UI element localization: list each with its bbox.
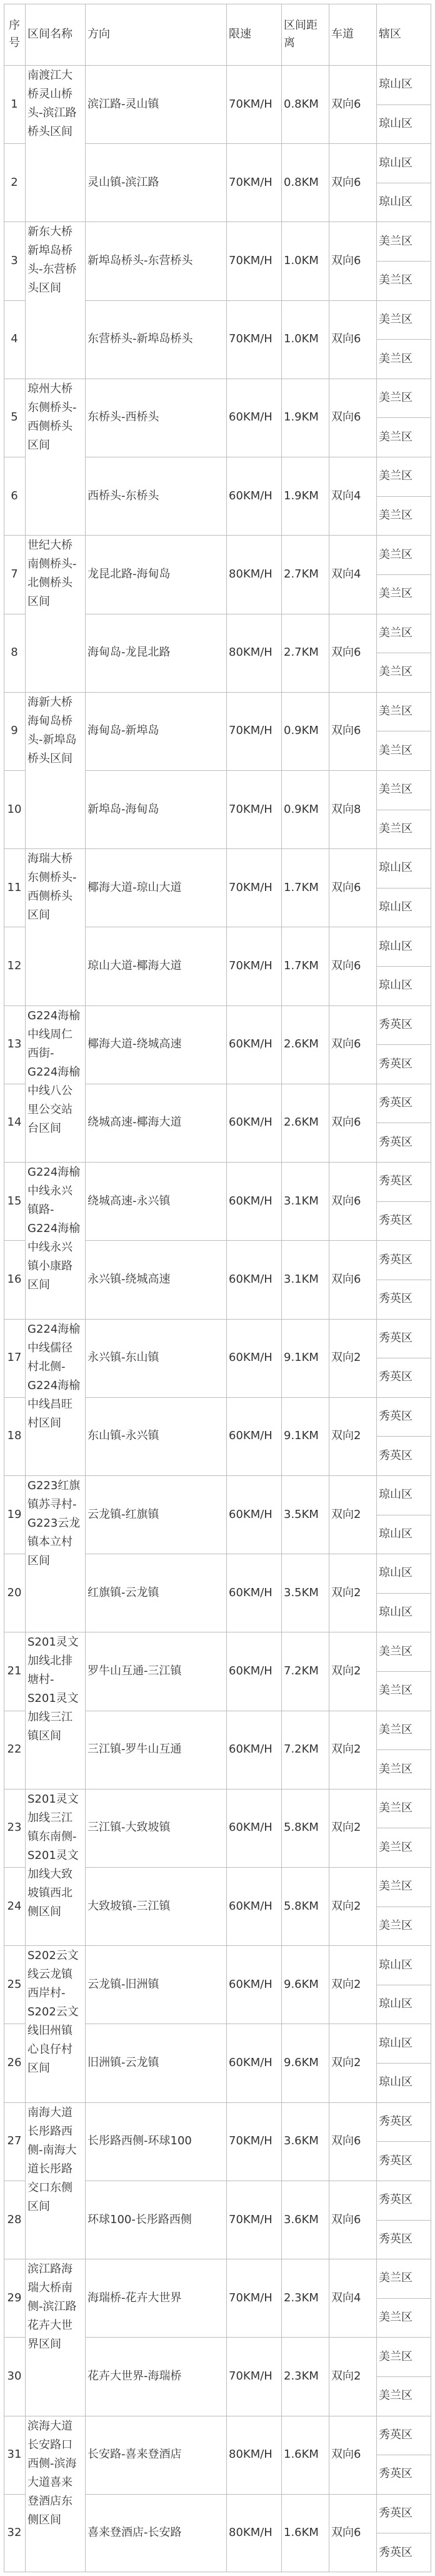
district: 美兰区 xyxy=(379,822,412,835)
direction: 永兴镇-东山镇 xyxy=(88,1351,159,1365)
header-seq: 序号 xyxy=(9,19,20,49)
direction: 长安路-喜来登酒店 xyxy=(88,2448,182,2461)
speed-limit: 70KM/H xyxy=(229,332,272,346)
section-name: 世纪大桥南侧桥头-北侧桥头区间 xyxy=(28,539,77,609)
district: 琼山区 xyxy=(379,156,412,170)
seq-number: 20 xyxy=(7,1586,22,1599)
district: 秀英区 xyxy=(379,2114,412,2128)
direction: 灵山镇-滨江路 xyxy=(88,175,159,189)
district: 秀英区 xyxy=(379,1096,412,1110)
district: 琼山区 xyxy=(379,116,412,130)
seq-number: 14 xyxy=(7,1116,22,1129)
direction: 绕城高速-永兴镇 xyxy=(88,1194,171,1208)
district: 琼山区 xyxy=(379,2075,412,2089)
direction: 三江镇-罗牛山互通 xyxy=(88,1743,182,1756)
district: 秀英区 xyxy=(379,1292,412,1306)
section-name: 海新大桥海甸岛桥头-新埠岛桥头区间 xyxy=(28,695,77,765)
seq-number: 12 xyxy=(7,959,22,973)
section-distance: 1.0KM xyxy=(284,254,319,268)
seq-number: 10 xyxy=(7,802,22,816)
district: 秀英区 xyxy=(379,1135,412,1149)
section-distance: 2.3KM xyxy=(284,2291,319,2304)
district: 美兰区 xyxy=(379,2271,412,2285)
lanes: 双向2 xyxy=(331,1351,361,1365)
lanes: 双向2 xyxy=(331,1429,361,1443)
district: 美兰区 xyxy=(379,626,412,639)
section-distance: 0.9KM xyxy=(284,802,319,816)
section-distance: 3.5KM xyxy=(284,1507,319,1521)
district: 琼山区 xyxy=(379,195,412,209)
section-distance: 5.8KM xyxy=(284,1821,319,1835)
direction: 永兴镇-绕城高速 xyxy=(88,1272,171,1286)
seq-number: 22 xyxy=(7,1743,22,1756)
district: 美兰区 xyxy=(379,705,412,718)
district: 琼山区 xyxy=(379,900,412,914)
seq-number: 3 xyxy=(11,254,18,268)
section-distance: 1.0KM xyxy=(284,332,319,346)
section-distance: 2.6KM xyxy=(284,1037,319,1051)
section-name: G224海榆中线永兴镇路-G224海榆中线永兴镇小康路区间 xyxy=(28,1166,81,1292)
header-section: 区间名称 xyxy=(28,28,72,41)
district: 美兰区 xyxy=(379,312,412,326)
district: 秀英区 xyxy=(379,1253,412,1266)
direction: 环球100-长彤路西侧 xyxy=(88,2212,192,2226)
district: 美兰区 xyxy=(379,1684,412,1698)
district: 琼山区 xyxy=(379,2036,412,2050)
lanes: 双向6 xyxy=(331,97,361,111)
section-distance: 2.6KM xyxy=(284,1116,319,1129)
direction: 旧洲镇-云龙镇 xyxy=(88,2056,159,2070)
seq-number: 16 xyxy=(7,1272,22,1286)
speed-limit: 60KM/H xyxy=(229,1037,272,1051)
district: 美兰区 xyxy=(379,469,412,483)
speed-limit: 60KM/H xyxy=(229,1351,272,1365)
speed-limit: 60KM/H xyxy=(229,1507,272,1521)
speed-limit: 60KM/H xyxy=(229,1429,272,1443)
seq-number: 23 xyxy=(7,1821,22,1835)
section-distance: 3.5KM xyxy=(284,1586,319,1599)
section-name: 南渡江大桥灵山桥头-滨江路桥头区间 xyxy=(28,69,77,138)
section-distance: 2.7KM xyxy=(284,567,319,581)
seq-number: 1 xyxy=(11,97,18,111)
direction: 东山镇-永兴镇 xyxy=(88,1429,159,1443)
seq-number: 32 xyxy=(7,2526,22,2540)
direction: 海甸岛-龙昆北路 xyxy=(88,646,171,659)
district: 美兰区 xyxy=(379,1762,412,1776)
lanes: 双向2 xyxy=(331,1507,361,1521)
section-name: G224海榆中线周仁西街-G224海榆中线八公里公交站台区间 xyxy=(28,1009,81,1135)
section-distance: 9.1KM xyxy=(284,1429,319,1443)
speed-limit: 80KM/H xyxy=(229,2448,272,2461)
header-direction: 方向 xyxy=(88,28,110,41)
lanes: 双向6 xyxy=(331,1272,361,1286)
seq-number: 15 xyxy=(7,1194,22,1208)
section-distance: 9.6KM xyxy=(284,2056,319,2070)
speed-limit: 60KM/H xyxy=(229,1116,272,1129)
lanes: 双向2 xyxy=(331,1586,361,1599)
seq-number: 4 xyxy=(11,332,18,346)
direction: 滨江路-灵山镇 xyxy=(88,97,159,111)
direction: 长彤路西侧-环球100 xyxy=(88,2134,192,2148)
seq-number: 24 xyxy=(7,1899,22,1913)
district: 琼山区 xyxy=(379,1958,412,1972)
speed-limit: 80KM/H xyxy=(229,567,272,581)
section-name: S202云文线云龙镇西岸村-S202云文线旧州镇心良仔村区间 xyxy=(28,1949,79,2075)
lanes: 双向2 xyxy=(331,1821,361,1835)
district: 秀英区 xyxy=(379,2545,412,2559)
seq-number: 29 xyxy=(7,2291,22,2304)
header-lanes: 车道 xyxy=(331,28,354,41)
direction: 海甸岛-新埠岛 xyxy=(88,724,159,738)
district: 美兰区 xyxy=(379,273,412,287)
speed-limit: 60KM/H xyxy=(229,1821,272,1835)
speed-limit: 70KM/H xyxy=(229,2134,272,2148)
section-name: 滨江路海瑞大桥南侧-滨江路花卉大世界区间 xyxy=(28,2263,77,2351)
district: 美兰区 xyxy=(379,743,412,757)
district: 美兰区 xyxy=(379,509,412,522)
speed-limit: 70KM/H xyxy=(229,2291,272,2304)
seq-number: 19 xyxy=(7,1507,22,1521)
direction: 云龙镇-旧洲镇 xyxy=(88,1977,159,1991)
district: 秀英区 xyxy=(379,1448,412,1462)
seq-number: 26 xyxy=(7,2056,22,2070)
district: 美兰区 xyxy=(379,1801,412,1815)
section-distance: 2.3KM xyxy=(284,2369,319,2383)
seq-number: 8 xyxy=(11,646,18,659)
direction: 东营桥头-新埠岛桥头 xyxy=(88,332,193,346)
district: 秀英区 xyxy=(379,2467,412,2481)
speed-limit: 70KM/H xyxy=(229,175,272,189)
seq-number: 5 xyxy=(11,410,18,424)
seq-number: 21 xyxy=(7,1664,22,1677)
seq-number: 18 xyxy=(7,1429,22,1443)
district: 美兰区 xyxy=(379,1723,412,1736)
section-distance: 1.9KM xyxy=(284,410,319,424)
seq-number: 9 xyxy=(11,724,18,738)
seq-number: 13 xyxy=(7,1037,22,1051)
section-distance: 1.6KM xyxy=(284,2448,319,2461)
direction: 新埠岛桥头-东营桥头 xyxy=(88,254,193,268)
direction: 罗牛山互通-三江镇 xyxy=(88,1664,182,1677)
district: 秀英区 xyxy=(379,1057,412,1071)
district: 美兰区 xyxy=(379,2349,412,2363)
section-distance: 7.2KM xyxy=(284,1743,319,1756)
speed-limit: 70KM/H xyxy=(229,97,272,111)
lanes: 双向4 xyxy=(331,489,361,502)
lanes: 双向6 xyxy=(331,2526,361,2540)
district: 秀英区 xyxy=(379,2428,412,2441)
lanes: 双向6 xyxy=(331,959,361,973)
speed-limit: 60KM/H xyxy=(229,1194,272,1208)
district: 琼山区 xyxy=(379,861,412,875)
district: 秀英区 xyxy=(379,1213,412,1227)
direction: 椰海大道-琼山大道 xyxy=(88,880,182,894)
district: 美兰区 xyxy=(379,547,412,561)
direction: 西桥头-东桥头 xyxy=(88,489,159,502)
section-distance: 0.9KM xyxy=(284,724,319,738)
lanes: 双向4 xyxy=(331,2291,361,2304)
section-name: 南海大道长彤路西侧-南海大道长彤路交口东侧区间 xyxy=(28,2105,77,2213)
direction: 绕城高速-椰海大道 xyxy=(88,1116,182,1129)
seq-number: 6 xyxy=(11,489,18,502)
speed-limit: 70KM/H xyxy=(229,724,272,738)
section-name: 新东大桥新埠岛桥头-东营桥头区间 xyxy=(28,225,77,295)
seq-number: 28 xyxy=(7,2212,22,2226)
direction: 东桥头-西桥头 xyxy=(88,410,159,424)
lanes: 双向6 xyxy=(331,880,361,894)
lanes: 双向6 xyxy=(331,1116,361,1129)
district: 美兰区 xyxy=(379,2389,412,2403)
lanes: 双向6 xyxy=(331,2212,361,2226)
speed-limit: 80KM/H xyxy=(229,2526,272,2540)
speed-limit: 70KM/H xyxy=(229,880,272,894)
lanes: 双向6 xyxy=(331,1194,361,1208)
district: 秀英区 xyxy=(379,2507,412,2520)
district: 美兰区 xyxy=(379,391,412,405)
section-name: S201灵文加线三江镇东南侧-S201灵文加线大致坡镇西北侧区间 xyxy=(28,1792,79,1918)
district: 美兰区 xyxy=(379,665,412,679)
seq-number: 30 xyxy=(7,2369,22,2383)
section-distance: 9.6KM xyxy=(284,1977,319,1991)
district: 秀英区 xyxy=(379,1017,412,1031)
section-name: S201灵文加线北排塘村-S201灵文加线三江镇区间 xyxy=(28,1636,79,1743)
direction: 琼山大道-椰海大道 xyxy=(88,959,182,973)
direction: 椰海大道-绕城高速 xyxy=(88,1037,182,1051)
direction: 喜来登酒店-长安路 xyxy=(88,2526,182,2540)
section-distance: 1.7KM xyxy=(284,959,319,973)
district: 琼山区 xyxy=(379,1566,412,1580)
district: 琼山区 xyxy=(379,1997,412,2011)
lanes: 双向6 xyxy=(331,724,361,738)
speed-limit: 60KM/H xyxy=(229,1664,272,1677)
lanes: 双向2 xyxy=(331,1664,361,1677)
lanes: 双向6 xyxy=(331,254,361,268)
section-name: G224海榆中线儒径村北侧-G224海榆中线昌旺村区间 xyxy=(28,1322,81,1430)
section-distance: 2.7KM xyxy=(284,646,319,659)
direction: 大致坡镇-三江镇 xyxy=(88,1899,171,1913)
district: 秀英区 xyxy=(379,2193,412,2207)
section-distance: 0.8KM xyxy=(284,175,319,189)
lanes: 双向2 xyxy=(331,1743,361,1756)
seq-number: 7 xyxy=(11,567,18,581)
direction: 红旗镇-云龙镇 xyxy=(88,1586,159,1599)
direction: 海瑞桥-花卉大世界 xyxy=(88,2291,182,2304)
district: 琼山区 xyxy=(379,939,412,953)
header-district: 辖区 xyxy=(379,28,401,41)
speed-limit: 80KM/H xyxy=(229,646,272,659)
section-name: 琼州大桥东侧桥头-西侧桥头区间 xyxy=(28,382,77,452)
seq-number: 11 xyxy=(7,880,22,894)
direction: 三江镇-大致坡镇 xyxy=(88,1821,171,1835)
speed-limit: 60KM/H xyxy=(229,1272,272,1286)
section-distance: 3.1KM xyxy=(284,1194,319,1208)
direction: 花卉大世界-海瑞桥 xyxy=(88,2369,182,2383)
section-distance: 3.6KM xyxy=(284,2134,319,2148)
district: 美兰区 xyxy=(379,587,412,601)
section-distance: 3.6KM xyxy=(284,2212,319,2226)
section-distance: 1.9KM xyxy=(284,489,319,502)
district: 美兰区 xyxy=(379,234,412,248)
direction: 云龙镇-红旗镇 xyxy=(88,1507,159,1521)
district: 琼山区 xyxy=(379,78,412,91)
speed-limit: 60KM/H xyxy=(229,1586,272,1599)
district: 秀英区 xyxy=(379,1331,412,1345)
header-speed: 限速 xyxy=(229,28,251,41)
speed-limit: 60KM/H xyxy=(229,1743,272,1756)
section-distance: 7.2KM xyxy=(284,1664,319,1677)
section-distance: 5.8KM xyxy=(284,1899,319,1913)
district: 秀英区 xyxy=(379,2232,412,2246)
district: 美兰区 xyxy=(379,2311,412,2324)
district: 美兰区 xyxy=(379,1644,412,1658)
speed-section-table xyxy=(4,4,431,2572)
lanes: 双向8 xyxy=(331,802,361,816)
seq-number: 31 xyxy=(7,2448,22,2461)
section-distance: 1.6KM xyxy=(284,2526,319,2540)
speed-limit: 70KM/H xyxy=(229,2212,272,2226)
seq-number: 2 xyxy=(11,175,18,189)
seq-number: 17 xyxy=(7,1351,22,1365)
district: 秀英区 xyxy=(379,1174,412,1188)
lanes: 双向2 xyxy=(331,1899,361,1913)
speed-limit: 70KM/H xyxy=(229,802,272,816)
district: 美兰区 xyxy=(379,1840,412,1854)
district: 美兰区 xyxy=(379,430,412,444)
lanes: 双向6 xyxy=(331,175,361,189)
speed-limit: 70KM/H xyxy=(229,959,272,973)
section-name: G223红旗镇苏寻村-G223云龙镇本立村区间 xyxy=(28,1479,81,1567)
lanes: 双向6 xyxy=(331,2448,361,2461)
section-distance: 0.8KM xyxy=(284,97,319,111)
lanes: 双向6 xyxy=(331,1037,361,1051)
district: 美兰区 xyxy=(379,783,412,797)
speed-limit: 60KM/H xyxy=(229,489,272,502)
district: 秀英区 xyxy=(379,1370,412,1384)
direction: 新埠岛-海甸岛 xyxy=(88,802,159,816)
district: 美兰区 xyxy=(379,1880,412,1893)
section-name: 海瑞大桥东侧桥头-西侧桥头区间 xyxy=(28,852,77,922)
district: 琼山区 xyxy=(379,1527,412,1540)
lanes: 双向6 xyxy=(331,646,361,659)
section-distance: 1.7KM xyxy=(284,880,319,894)
speed-limit: 60KM/H xyxy=(229,1899,272,1913)
lanes: 双向6 xyxy=(331,2134,361,2148)
direction: 龙昆北路-海甸岛 xyxy=(88,567,171,581)
header-distance: 区间距离 xyxy=(284,19,318,49)
speed-limit: 60KM/H xyxy=(229,410,272,424)
lanes: 双向6 xyxy=(331,410,361,424)
district: 琼山区 xyxy=(379,1488,412,1502)
lanes: 双向2 xyxy=(331,2369,361,2383)
district: 琼山区 xyxy=(379,979,412,992)
district: 美兰区 xyxy=(379,1918,412,1932)
lanes: 双向2 xyxy=(331,1977,361,1991)
district: 秀英区 xyxy=(379,2154,412,2167)
lanes: 双向6 xyxy=(331,332,361,346)
speed-limit: 70KM/H xyxy=(229,254,272,268)
seq-number: 27 xyxy=(7,2134,22,2148)
district: 美兰区 xyxy=(379,352,412,365)
district: 琼山区 xyxy=(379,1606,412,1619)
seq-number: 25 xyxy=(7,1977,22,1991)
section-name: 滨海大道长安路口西侧-滨海大道喜来登酒店东侧区间 xyxy=(28,2419,77,2527)
section-distance: 3.1KM xyxy=(284,1272,319,1286)
speed-limit: 60KM/H xyxy=(229,2056,272,2070)
speed-limit: 60KM/H xyxy=(229,1977,272,1991)
speed-limit: 70KM/H xyxy=(229,2369,272,2383)
section-distance: 9.1KM xyxy=(284,1351,319,1365)
lanes: 双向4 xyxy=(331,567,361,581)
lanes: 双向2 xyxy=(331,2056,361,2070)
district: 秀英区 xyxy=(379,1410,412,1423)
